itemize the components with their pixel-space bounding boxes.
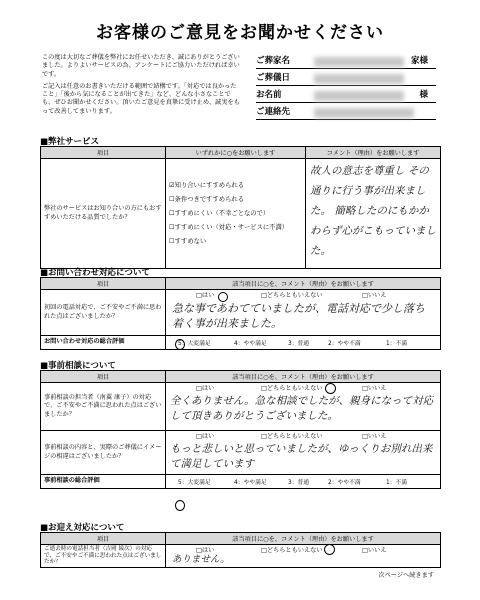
rating-1[interactable]: 1：不満 <box>386 480 408 486</box>
rating-1[interactable]: 1：不満 <box>386 341 408 347</box>
rating-2[interactable]: 2：やや不満 <box>328 341 361 347</box>
consult-question-1: 事前相談の担当者（南翼 康子）の対応で、ご不安やご不満に思われた点はございましたか？ <box>41 383 166 431</box>
service-option-5[interactable]: ☐すすめない <box>169 237 207 245</box>
choice-neither[interactable]: □どちらともいえない <box>261 292 323 299</box>
pickup-question-1: ご逝去時の電話担当者（吉岡 綾次）の対応で、ご不安やご不満に思われた点はございましたか？ <box>41 545 166 568</box>
funeral-date-row <box>256 69 436 86</box>
funeral-date-label: ご葬儀日 <box>256 73 291 83</box>
service-col-comment: コメント（理由）をお願いします <box>306 147 441 159</box>
inquiry-answer-1 <box>166 290 441 336</box>
service-comment[interactable]: 故人の意志を尊重し その通りに行う事が出来ました。 簡略したのにもかかわらず心がこもっていました。 <box>306 159 441 269</box>
inquiry-col-select: 該当項目に○を、コメント（理由）をお願いします <box>166 278 441 290</box>
selected-no-circle <box>218 292 228 302</box>
family-name-suffix: 家様 <box>410 56 428 66</box>
service-options <box>166 159 306 269</box>
service-question: 弊社のサービスはお知り合いの方にもおすすめいただける品質でしたか？ <box>41 159 166 269</box>
contact-redacted <box>314 108 414 118</box>
selected-no-circle <box>324 544 335 555</box>
service-table <box>40 146 441 269</box>
page-title: お客様のご意見をお聞かせください <box>96 23 384 43</box>
rating-5[interactable]: 5：大変満足 <box>178 341 211 347</box>
service-option-4[interactable]: ☐すすめにくい（対応・サービスに不満） <box>169 223 289 231</box>
inquiry-rating <box>166 336 441 350</box>
pickup-col-item: 項目 <box>41 533 166 545</box>
inquiry-comment[interactable]: 急な事であわてていましたが、電話対応で少し落ち着く事が出来ました。 <box>172 302 425 330</box>
consult-col-item: 項目 <box>41 371 166 383</box>
consult-overall-label: 事前相談の総合評価 <box>41 475 166 489</box>
rating-5[interactable]: 5：大変満足 <box>178 480 211 486</box>
pickup-answer-1 <box>166 545 441 568</box>
intro-paragraph-2: ご記入は任意のお書きいただける範囲で結構です。「対応では良かったこと」「後から気になることが出てきた」など、どんな小さなことでも、ぜひお聞かせください。頂いたご意見を真摯に受け止め、誠実をもって改善してまいります。 <box>42 82 240 115</box>
selected-rating-circle <box>175 339 185 350</box>
section-heading-inquiry: ■お問い合わせ対応について <box>40 268 150 278</box>
checkbox-icon: ☐ <box>169 223 175 231</box>
service-option-2[interactable]: ☐条件つきですすめられる <box>169 195 244 203</box>
pickup-comment[interactable]: ありません。 <box>172 554 230 565</box>
inquiry-table <box>40 277 441 350</box>
inquiry-overall-label: お問い合わせ対応の総合評価 <box>41 336 166 350</box>
name-row <box>256 86 436 103</box>
pickup-table <box>40 532 441 568</box>
funeral-date-redacted <box>314 74 404 84</box>
contact-row <box>256 103 436 120</box>
name-redacted <box>314 91 404 101</box>
section-heading-service: ■弊社サービス <box>40 137 100 147</box>
rating-3[interactable]: 3：普通 <box>288 480 310 486</box>
inquiry-col-item: 項目 <box>41 278 166 290</box>
service-col-item: 項目 <box>41 147 166 159</box>
rating-4[interactable]: 4：やや満足 <box>234 480 267 486</box>
checkbox-checked-icon: ☑ <box>169 181 175 189</box>
choice-neither[interactable]: □どちらともいえない <box>261 385 323 392</box>
family-name-redacted <box>314 57 404 67</box>
intro-paragraph-1: この度は大切なご葬儀を弊社にお任せいただき、誠にありがとうございました。よりよいサービスの為、アンケートにご協力いただければ幸いです。 <box>42 54 240 78</box>
family-name-row <box>256 52 436 69</box>
section-heading-pickup: ■お迎え対応について <box>40 523 125 533</box>
rating-4[interactable]: 4：やや満足 <box>234 341 267 347</box>
consult-comment-1[interactable]: 全くありません。急な相談でしたが、親身になって対応して頂きありがとうございました。 <box>170 395 434 422</box>
inquiry-question-1: 初回の電話対応で、ご不安やご不満に思われた点はございましたか？ <box>41 290 166 336</box>
selected-no-circle <box>325 383 336 394</box>
customer-info <box>256 52 436 120</box>
choice-yes[interactable]: □はい <box>196 433 215 440</box>
rating-3[interactable]: 3：普通 <box>288 341 310 347</box>
checkbox-icon: ☐ <box>169 209 175 217</box>
name-label: お名前 <box>256 90 282 100</box>
service-col-select: いずれかに○をお願いします <box>166 147 306 159</box>
choice-yes[interactable]: □はい <box>196 292 215 299</box>
consult-rating <box>166 475 441 489</box>
name-suffix: 様 <box>419 90 428 100</box>
choice-no[interactable]: □いいえ <box>362 547 387 554</box>
consult-table <box>40 370 441 489</box>
checkbox-icon: ☐ <box>169 237 175 245</box>
family-name-label: ご葬家名 <box>256 56 291 66</box>
service-option-3[interactable]: ☐すすめにくい（不幸ごとなので） <box>169 209 270 217</box>
consult-col-select: 該当項目に○を、コメント（理由）をお願いします <box>166 371 441 383</box>
choice-neither[interactable]: □どちらともいえない <box>261 547 323 554</box>
checkbox-icon: ☐ <box>169 195 175 203</box>
choice-neither[interactable]: □どちらともいえない <box>261 433 323 440</box>
consult-answer-2 <box>166 431 441 475</box>
service-option-1[interactable]: ☑知り合いにすすめられる <box>169 181 244 189</box>
choice-no[interactable]: □いいえ <box>362 292 387 299</box>
pickup-col-select: 該当項目に○を、コメント（理由）をお願いします <box>166 533 441 545</box>
consult-answer-1 <box>166 383 441 431</box>
rating-2[interactable]: 2：やや不満 <box>328 480 361 486</box>
section-heading-consult: ■事前相談について <box>40 361 116 371</box>
choice-no[interactable]: □いいえ <box>362 385 387 392</box>
consult-question-2: 事前相談の内容と、実際のご葬儀にイメージの相違はございましたか？ <box>41 431 166 475</box>
consult-comment-2[interactable]: もっと悲しいと思っていましたが、ゆっくりお別れ出来て満足しています <box>170 443 433 470</box>
selected-rating-circle <box>175 500 185 511</box>
continue-note: 次ページへ続きます <box>378 572 434 579</box>
contact-label: ご連絡先 <box>256 107 291 117</box>
choice-no[interactable]: □いいえ <box>362 433 387 440</box>
choice-yes[interactable]: □はい <box>196 385 215 392</box>
intro-text <box>42 54 242 119</box>
choice-yes[interactable]: □はい <box>196 547 215 554</box>
